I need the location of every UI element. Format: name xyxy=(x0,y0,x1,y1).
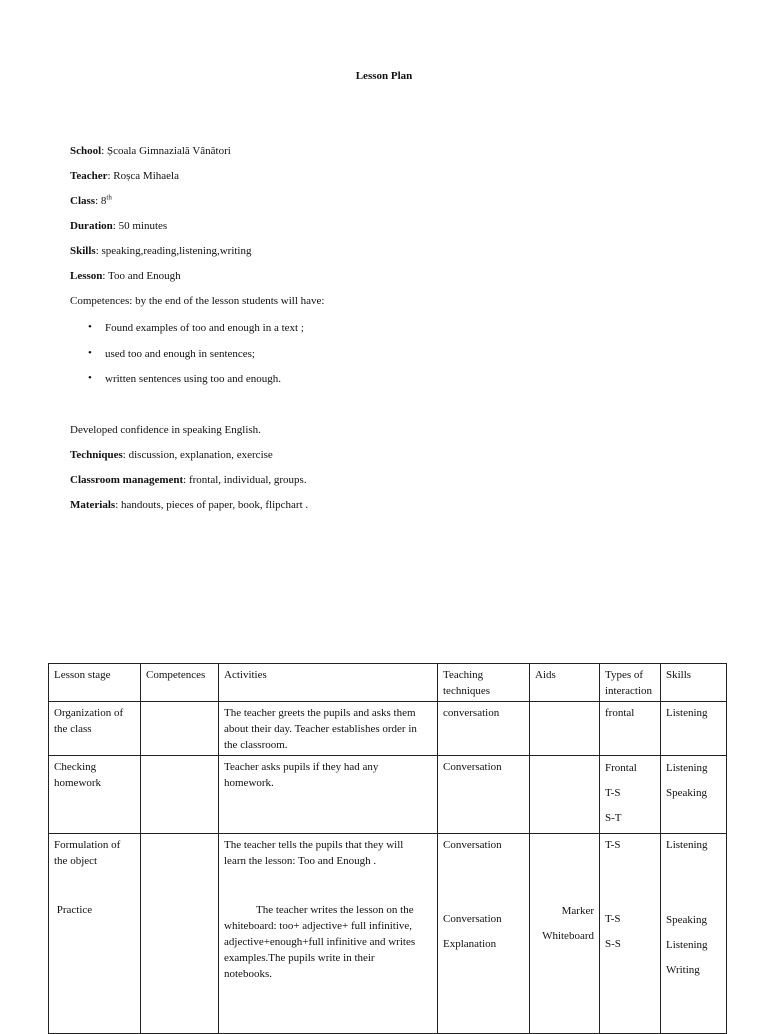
skills-cell xyxy=(661,756,727,834)
class-suffix: th xyxy=(106,193,112,202)
activity-text: adjective+enough+full infinitive and writes xyxy=(224,936,416,948)
activities-cell xyxy=(219,702,438,756)
techniques-cell: conversation xyxy=(438,702,530,756)
interaction-text: T-S xyxy=(605,913,621,925)
competences-cell xyxy=(141,834,219,1034)
activities-cell xyxy=(219,756,438,834)
technique-text: Conversation xyxy=(443,913,502,925)
table-row xyxy=(49,756,727,834)
skill-text: Speaking xyxy=(666,787,707,799)
materials-line xyxy=(70,499,308,511)
class-line xyxy=(70,195,112,207)
aids-cell xyxy=(530,702,600,756)
skills-value: : speaking,reading,listening,writing xyxy=(95,245,252,257)
classroom-line xyxy=(70,474,307,486)
teacher-value: : Roșca Mihaela xyxy=(107,170,179,182)
lesson-label: Lesson xyxy=(70,270,103,282)
skills-label: Skills xyxy=(70,245,96,257)
skill-text: Speaking xyxy=(666,914,707,926)
stage-cell xyxy=(49,756,141,834)
interaction-text: S-S xyxy=(605,938,621,950)
activity-text: whiteboard: too+ adjective+ full infinitive, xyxy=(224,920,413,932)
aids-cell xyxy=(530,756,600,834)
aids-cell xyxy=(530,834,600,1034)
header-techniques-line1: Teaching xyxy=(443,669,484,681)
competence-item: used too and enough in sentences; xyxy=(105,348,255,360)
duration-line xyxy=(70,220,167,232)
bullet-icon: • xyxy=(88,372,92,384)
stage-text: Organization of xyxy=(54,707,124,719)
header-skills: Skills xyxy=(661,664,727,702)
skill-text: Writing xyxy=(666,964,700,976)
duration-label: Duration xyxy=(70,220,113,232)
techniques-cell xyxy=(438,834,530,1034)
activity-text: the classroom. xyxy=(224,739,288,751)
competence-item: written sentences using too and enough. xyxy=(105,373,281,385)
stage-text: homework xyxy=(54,777,102,789)
header-aids: Aids xyxy=(530,664,600,702)
technique-text: Conversation xyxy=(443,839,502,851)
bullet-icon: • xyxy=(88,321,92,333)
table-row xyxy=(49,702,727,756)
classroom-value: : frontal, individual, groups. xyxy=(183,474,307,486)
stage-text: Practice xyxy=(54,904,93,916)
header-competences: Competences xyxy=(141,664,219,702)
teacher-line xyxy=(70,170,179,182)
header-types-of-interaction xyxy=(600,664,661,702)
aid-text: Whiteboard xyxy=(542,930,594,942)
technique-text: Explanation xyxy=(443,938,497,950)
classroom-label: Classroom management xyxy=(70,474,184,486)
header-techniques-line2: techniques xyxy=(443,685,491,697)
header-teaching-techniques xyxy=(438,664,530,702)
skills-cell: Listening xyxy=(661,702,727,756)
header-lesson-stage: Lesson stage xyxy=(49,664,141,702)
interaction-cell: frontal xyxy=(600,702,661,756)
techniques-value: : discussion, explanation, exercise xyxy=(122,449,273,461)
interaction-text: S-T xyxy=(605,812,622,824)
materials-label: Materials xyxy=(70,499,116,511)
school-value: : Școala Gimnazială Vânători xyxy=(101,145,231,157)
aid-text: Marker xyxy=(561,905,594,917)
activity-text: The teacher tells the pupils that they will xyxy=(224,839,404,851)
techniques-line xyxy=(70,449,273,461)
activity-text: about their day. Teacher establishes order in xyxy=(224,723,417,735)
duration-value: : 50 minutes xyxy=(112,220,168,232)
school-line xyxy=(70,145,231,157)
teacher-label: Teacher xyxy=(70,170,108,182)
competences-cell xyxy=(141,702,219,756)
stage-cell xyxy=(49,702,141,756)
page-title: Lesson Plan xyxy=(355,70,413,82)
stage-text: Formulation of xyxy=(54,839,121,851)
stage-text: the object xyxy=(54,855,98,867)
interaction-cell xyxy=(600,834,661,1034)
bullet-icon: • xyxy=(88,347,92,359)
activity-text: examples.The pupils write in their xyxy=(224,952,375,964)
interaction-text: T-S xyxy=(605,787,621,799)
techniques-label: Techniques xyxy=(70,449,123,461)
interaction-text: T-S xyxy=(605,839,621,851)
materials-value: : handouts, pieces of paper, book, flipchart . xyxy=(115,499,309,511)
skill-text: Listening xyxy=(666,762,708,774)
stage-text: Checking xyxy=(54,761,97,773)
activity-text: The teacher greets the pupils and asks them xyxy=(224,707,416,719)
competence-item: Found examples of too and enough in a text ; xyxy=(105,322,304,334)
table-header-row xyxy=(49,664,727,702)
activities-cell xyxy=(219,834,438,1034)
class-label: Class xyxy=(70,195,96,207)
class-value: : 8 xyxy=(95,195,107,207)
competences-intro: Competences: by the end of the lesson students will have: xyxy=(70,295,325,307)
lesson-line xyxy=(70,270,181,282)
confidence-line: Developed confidence in speaking English. xyxy=(70,424,261,436)
interaction-text: Frontal xyxy=(605,762,637,774)
header-interaction-line1: Types of xyxy=(605,669,644,681)
skill-text: Listening xyxy=(666,939,708,951)
skill-text: Listening xyxy=(666,839,708,851)
school-label: School xyxy=(70,145,102,157)
lesson-plan-table xyxy=(48,663,727,1034)
header-interaction-line2: interaction xyxy=(605,685,653,697)
activity-text: homework. xyxy=(224,777,274,789)
stage-cell xyxy=(49,834,141,1034)
activity-text: Teacher asks pupils if they had any xyxy=(224,761,379,773)
techniques-cell: Conversation xyxy=(438,756,530,834)
header-activities: Activities xyxy=(219,664,438,702)
activity-text: learn the lesson: Too and Enough . xyxy=(224,855,377,867)
table-row xyxy=(49,834,727,1034)
interaction-cell xyxy=(600,756,661,834)
activity-text: notebooks. xyxy=(224,968,272,980)
competences-cell xyxy=(141,756,219,834)
skills-cell xyxy=(661,834,727,1034)
lesson-value: : Too and Enough xyxy=(102,270,181,282)
stage-text: the class xyxy=(54,723,92,735)
activity-text: The teacher writes the lesson on the xyxy=(256,904,414,916)
skills-line xyxy=(70,245,252,257)
